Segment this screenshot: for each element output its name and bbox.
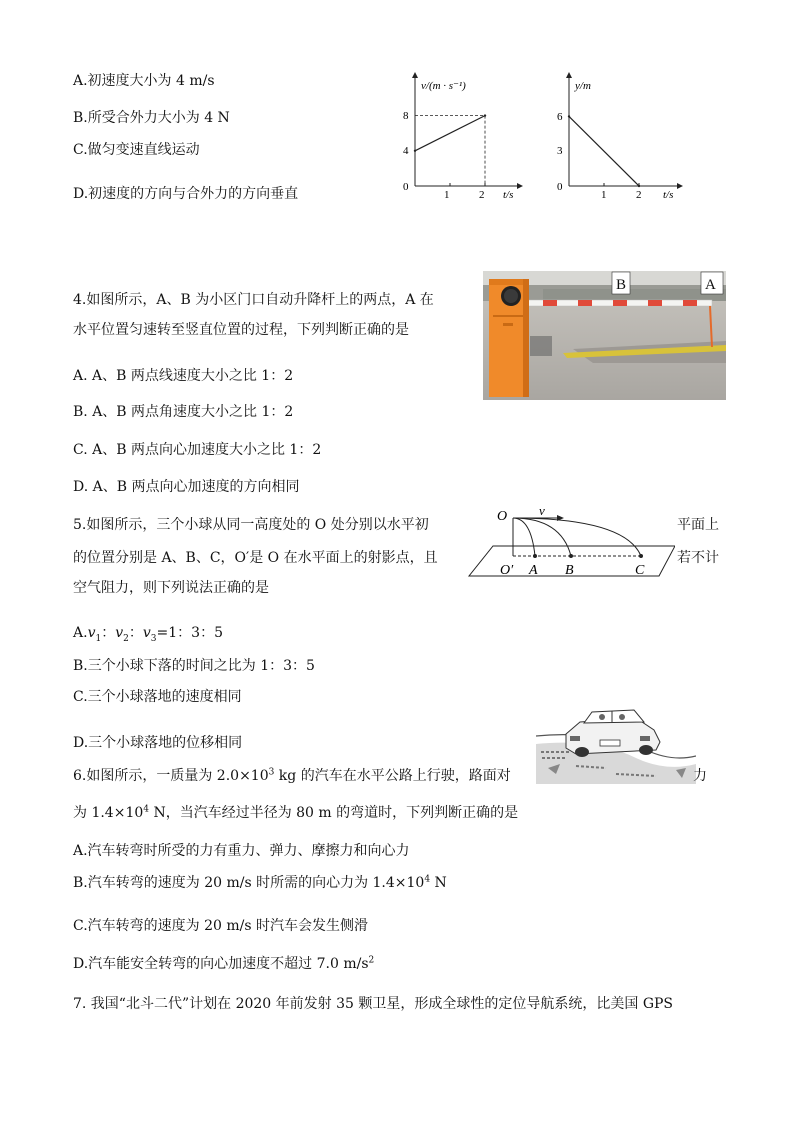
v-graph-ytick-8: 8 — [403, 110, 409, 122]
photo-label-a: A — [705, 277, 716, 293]
fig-label-o: O — [497, 509, 508, 524]
fig-label-a: A — [529, 563, 538, 578]
q6-stem-line2-part1: 为 1.4×10 — [73, 805, 144, 821]
q5-option-c: C.三个小球落地的速度相同 — [73, 689, 242, 705]
v-graph-ytick-4: 4 — [403, 145, 409, 157]
q5-option-a-colon2: ： — [128, 625, 143, 641]
photo-label-b: B — [616, 277, 627, 293]
q5-stem-line2-right: 若不计 — [677, 550, 719, 566]
q5-option-a-sub2: 2 — [123, 633, 129, 644]
q6-stem-line2-exp: 4 — [143, 804, 149, 815]
q5-option-a-v1: v — [87, 625, 96, 641]
v-graph-xtick-1: 1 — [444, 189, 450, 201]
y-graph-xtick-1: 1 — [601, 189, 607, 201]
fig-label-c: C — [635, 563, 645, 578]
q6-stem-line2-part2: N，当汽车经过半径为 80 m 的弯道时，下列判断正确的是 — [149, 805, 519, 821]
q6-option-d-exp: 2 — [368, 955, 375, 966]
q6-option-d — [73, 955, 374, 973]
v-graph-xtick-2: 2 — [479, 189, 485, 201]
q5-option-a-v2: v — [115, 625, 124, 641]
projectile-figure — [465, 500, 675, 582]
q6-option-b — [73, 874, 447, 892]
q6-stem-line1-right: 力 — [693, 768, 707, 784]
q5-stem-line3: 空气阻力，则下列说法正确的是 — [73, 580, 269, 596]
q5-stem-line1-left: 5.如图所示，三个小球从同一高度处的 O 处分别以水平初 — [73, 517, 429, 533]
q4-option-a: A. A、B 两点线速度大小之比 1：2 — [73, 368, 294, 384]
y-graph-xlabel: t/s — [663, 189, 674, 201]
q6-stem-line2 — [73, 804, 518, 822]
barrier-gate-photo — [483, 271, 726, 400]
q6-stem-line1-exp: 3 — [268, 767, 275, 778]
q3-option-a: A.初速度大小为 4 m/s — [73, 73, 215, 89]
car-turning-illustration — [536, 708, 696, 784]
q4-option-b: B. A、B 两点角速度大小之比 1：2 — [73, 404, 294, 420]
q6-option-a: A.汽车转弯时所受的力有重力、弹力、摩擦力和向心力 — [73, 843, 410, 859]
q4-option-c: C. A、B 两点向心加速度大小之比 1：2 — [73, 442, 322, 458]
q6-stem-line1-part2: kg 的汽车在水平公路上行驶，路面对 — [274, 768, 511, 784]
q5-stem-line1-right: 平面上 — [677, 517, 719, 533]
q5-option-a-sub3: 3 — [150, 633, 157, 644]
q4-stem-line1: 4.如图所示，A、B 为小区门口自动升降杆上的两点，A 在 — [73, 292, 434, 308]
q6-stem-line1-part1: 6.如图所示，一质量为 2.0×10 — [73, 768, 269, 784]
y-graph-xtick-2: 2 — [636, 189, 642, 201]
q6-option-d-part1: D.汽车能安全转弯的向心加速度不超过 7.0 m/s — [73, 956, 369, 972]
q7-stem-line1: 7. 我国“北斗二代”计划在 2020 年前发射 35 颗卫星，形成全球性的定位导航系统，比美国 GPS — [73, 996, 674, 1012]
q6-option-b-part2: N — [430, 875, 447, 891]
y-t-graph — [545, 70, 685, 205]
q5-option-a-v3: v — [142, 625, 151, 641]
q3-option-d: D.初速度的方向与合外力的方向垂直 — [73, 186, 299, 202]
y-graph-ytick-3: 3 — [557, 145, 563, 157]
q5-option-a-tail: =1：3：5 — [156, 625, 223, 641]
y-graph-ytick-0: 0 — [557, 181, 563, 193]
q5-option-a-sub1: 1 — [95, 633, 102, 644]
q5-option-a-colon1: ： — [101, 625, 116, 641]
q3-option-c: C.做匀变速直线运动 — [73, 142, 200, 158]
q6-option-b-part1: B.汽车转弯的速度为 20 m/s 时所需的向心力为 1.4×10 — [73, 875, 425, 891]
fig-label-b: B — [565, 563, 574, 578]
q6-option-c: C.汽车转弯的速度为 20 m/s 时汽车会发生侧滑 — [73, 918, 369, 934]
y-graph-ytick-6: 6 — [557, 111, 563, 123]
q4-option-d: D. A、B 两点向心加速度的方向相同 — [73, 479, 300, 495]
v-graph-series-line — [415, 116, 485, 151]
v-graph-point-1 — [484, 114, 486, 116]
q5-option-a — [73, 624, 223, 642]
v-graph-ylabel: v/(m · s⁻¹) — [421, 80, 466, 92]
q5-stem-line2-left: 的位置分别是 A、B、C，O′是 O 在水平面上的射影点，且 — [73, 550, 438, 566]
q5-option-b: B.三个小球下落的时间之比为 1：3：5 — [73, 658, 315, 674]
y-graph-point-0 — [568, 115, 570, 117]
v-graph-ytick-0: 0 — [403, 181, 409, 193]
q6-stem-line1 — [73, 767, 511, 785]
v-graph-xlabel: t/s — [503, 189, 514, 201]
q4-stem-line2: 水平位置匀速转至竖直位置的过程，下列判断正确的是 — [73, 322, 409, 338]
y-graph-series-line — [569, 116, 639, 186]
fig-label-o-prime: O′ — [500, 563, 514, 578]
q6-option-b-exp: 4 — [424, 874, 431, 885]
q5-option-a-prefix: A. — [73, 625, 88, 641]
fig-label-v: v — [539, 503, 545, 518]
v-graph-point-0 — [414, 150, 416, 152]
q3-option-b: B.所受合外力大小为 4 N — [73, 110, 230, 126]
y-graph-ylabel: y/m — [575, 80, 591, 92]
v-t-graph — [385, 70, 525, 205]
q5-option-d: D.三个小球落地的位移相同 — [73, 735, 243, 751]
